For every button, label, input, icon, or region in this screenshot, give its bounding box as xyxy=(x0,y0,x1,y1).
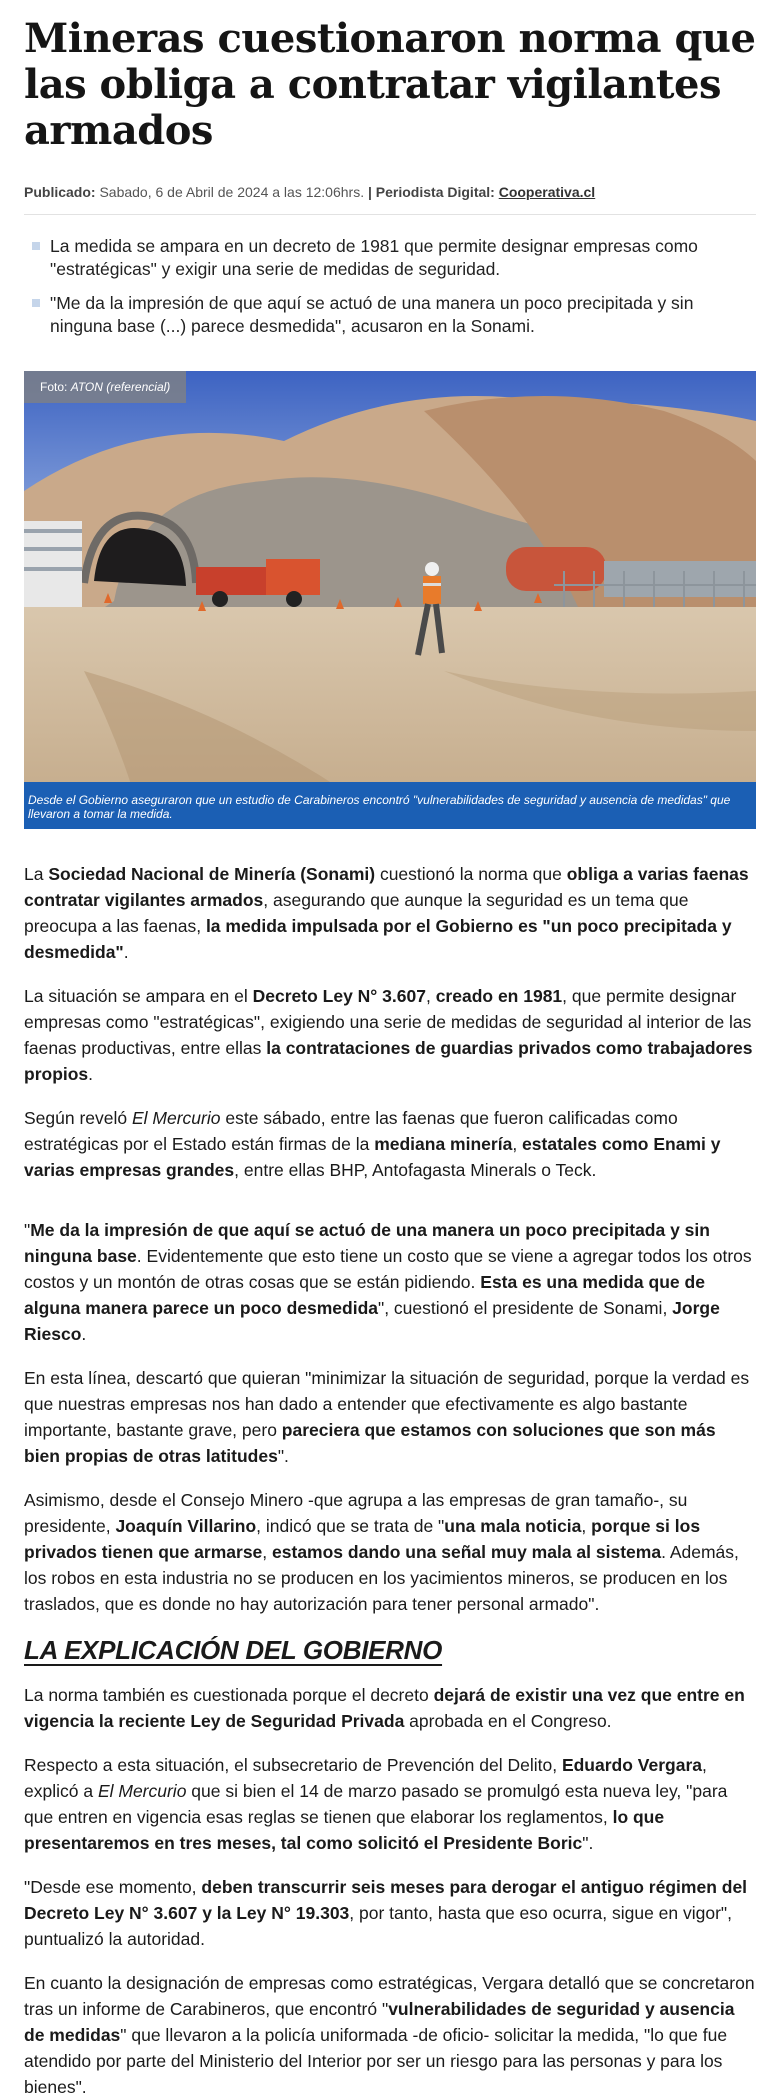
text-run: . Además, los robos en esta industria no se producen en los yacimientos mineros, se producen en los traslados, que es donde no hay autorización para tener personal armado". xyxy=(24,1542,739,1614)
text-run: La situación se ampara en el xyxy=(24,986,253,1006)
text-run: La xyxy=(24,864,49,884)
text-run: creado en 1981 xyxy=(435,986,563,1006)
text-run: mediana minería xyxy=(374,1134,513,1154)
text-run: porque si los privados tienen que armarse xyxy=(24,1516,701,1562)
text-run: ", cuestionó el presidente de Sonami, xyxy=(378,1298,673,1318)
text-run: . xyxy=(123,942,129,962)
text-run: La norma también es cuestionada porque el decreto xyxy=(24,1685,434,1705)
text-run: estatales como Enami y varias empresas grandes xyxy=(24,1134,721,1180)
text-run: deben transcurrir seis meses para derogar el antiguo régimen del Decreto Ley N° 3.607 y la Ley N° 19.303 xyxy=(24,1877,748,1923)
text-run: la contrataciones de guardias privados como trabajadores propios xyxy=(24,1038,753,1084)
text-run: En cuanto la designación de empresas como estratégicas, Vergara detalló que se concretaron tras un informe de Carabineros, que encontró " xyxy=(24,1973,755,2019)
text-run: Decreto Ley N° 3.607 xyxy=(252,986,426,1006)
credit-label: Foto: xyxy=(40,380,68,394)
text-run: , indicó que se trata de " xyxy=(256,1516,445,1536)
text-run: obliga a varias faenas contratar vigilantes armados xyxy=(24,864,749,910)
text-run: . xyxy=(81,1324,87,1344)
text-run: , que permite designar empresas como "estratégicas", exigiendo una serie de medidas de seguridad al interior de las faenas productivas, entre ellas xyxy=(24,986,752,1058)
text-run: . Evidentemente que esto tiene un costo que se viene a agregar todos los otros costos y un montón de otras cosas que se están pidiendo. xyxy=(24,1246,752,1292)
text-run: , xyxy=(262,1542,273,1562)
text-run: Me da la impresión de que aquí se actuó de una manera un poco precipitada y sin ninguna base xyxy=(24,1220,710,1266)
article-photo xyxy=(24,371,756,829)
paragraph xyxy=(24,1874,756,1952)
text-run: Respecto a esta situación, el subsecretario de Prevención del Delito, xyxy=(24,1755,562,1775)
list-item: La medida se ampara en un decreto de 1981 que permite designar empresas como "estratégicas" y exigir una serie de medidas de seguridad. xyxy=(24,235,756,280)
paragraph xyxy=(24,1752,756,1856)
text-run: , xyxy=(425,986,436,1006)
paragraph xyxy=(24,983,756,1087)
article-meta xyxy=(24,184,756,215)
text-run: que si bien el 14 de marzo pasado se promulgó esta nueva ley, "para que entren en vigencia esas reglas se tienen que elaborar los reglamentos, xyxy=(24,1781,728,1827)
text-run: El Mercurio xyxy=(132,1108,221,1128)
credit-source: ATON (referencial) xyxy=(70,380,171,394)
mine-tunnel-photo xyxy=(24,371,756,829)
text-run: Jorge Riesco xyxy=(24,1298,720,1344)
text-run: El Mercurio xyxy=(97,1781,187,1801)
text-run: "Desde ese momento, xyxy=(24,1877,202,1897)
text-run: . xyxy=(88,1064,94,1084)
article-body xyxy=(24,861,756,2100)
article xyxy=(24,0,756,2100)
text-run: Sociedad Nacional de Minería (Sonami) xyxy=(48,864,376,884)
text-run: aprobada en el Congreso. xyxy=(404,1711,612,1731)
paragraph xyxy=(24,1682,756,1734)
paragraph xyxy=(24,1365,756,1469)
text-run: Esta es una medida que de alguna manera parece un poco desmedida xyxy=(24,1272,705,1318)
text-run: Eduardo Vergara xyxy=(561,1755,702,1775)
summary-bullets xyxy=(24,235,756,337)
text-run: , asegurando que aunque la seguridad es un tema que preocupa a las faenas, xyxy=(24,890,689,936)
bullet-square-icon xyxy=(32,242,40,250)
text-run: " xyxy=(24,1220,31,1240)
text-run: Asimismo, desde el Consejo Minero -que agrupa a las empresas de gran tamaño-, su presidente, xyxy=(24,1490,688,1536)
article-title: Mineras cuestionaron norma que las obliga a contratar vigilantes armados xyxy=(24,15,756,154)
text-run: ". xyxy=(582,1833,594,1853)
text-run: En esta línea, descartó que quieran "minimizar la situación de seguridad, porque la verdad es que nuestras empresas nos han dado a entender que efectivamente es algo bastante importante, bastante grave, pero xyxy=(24,1368,750,1440)
text-run: , xyxy=(581,1516,592,1536)
text-run: Joaquín Villarino xyxy=(115,1516,257,1536)
meta-separator: | xyxy=(367,184,372,200)
text-run: lo que presentaremos en tres meses, tal como solicitó el Presidente Boric xyxy=(24,1807,665,1853)
text-run: " que llevaron a la policía uniformada -de oficio- solicitar la medida, "lo que fue atendido por parte del Ministerio del Interior por ser un riesgo para las personas y para los bienes". xyxy=(24,2025,728,2097)
text-run: la medida impulsada por el Gobierno es "un poco precipitada y desmedida" xyxy=(24,916,732,962)
text-run: una mala noticia xyxy=(444,1516,582,1536)
paragraph xyxy=(24,1217,756,1347)
bullet-square-icon xyxy=(32,299,40,307)
published-date: Sabado, 6 de Abril de 2024 a las 12:06hrs. xyxy=(99,184,365,200)
author-link[interactable]: Cooperativa.cl xyxy=(498,184,596,200)
text-run: cuestionó la norma que xyxy=(375,864,567,884)
paragraph xyxy=(24,861,756,965)
text-run: dejará de existir una vez que entre en vigencia la reciente Ley de Seguridad Privada xyxy=(24,1685,745,1731)
paragraph xyxy=(24,1487,756,1617)
text-run: este sábado, entre las faenas que fueron calificadas como estratégicas por el Estado están firmas de la xyxy=(24,1108,678,1154)
list-item: "Me da la impresión de que aquí se actuó de una manera un poco precipitada y sin ninguna base (...) parece desmedida", acusaron en la Sonami. xyxy=(24,292,756,337)
photo-caption: Desde el Gobierno aseguraron que un estudio de Carabineros encontró "vulnerabilidades de seguridad y ausencia de medidas" que llevaron a tomar la medida. xyxy=(24,782,756,829)
photo-credit xyxy=(24,371,186,403)
text-run: , entre ellas BHP, Antofagasta Minerals o Teck. xyxy=(234,1160,597,1180)
text-run: vulnerabilidades de seguridad y ausencia de medidas xyxy=(24,1999,735,2045)
text-run: , por tanto, hasta que eso ocurra, sigue en vigor", puntualizó la autoridad. xyxy=(24,1903,732,1949)
text-run: ". xyxy=(277,1446,289,1466)
text-run: Según reveló xyxy=(24,1108,132,1128)
published-label: Publicado: xyxy=(24,184,96,200)
text-run: , xyxy=(512,1134,523,1154)
paragraph xyxy=(24,1105,756,1183)
text-run: pareciera que estamos con soluciones que son más bien propias de otras latitudes xyxy=(24,1420,716,1466)
text-run: , explicó a xyxy=(24,1755,707,1801)
text-run: estamos dando una señal muy mala al sistema xyxy=(272,1542,662,1562)
section-title: LA EXPLICACIÓN DEL GOBIERNO xyxy=(24,1635,443,1665)
author-label: Periodista Digital: xyxy=(375,184,495,200)
